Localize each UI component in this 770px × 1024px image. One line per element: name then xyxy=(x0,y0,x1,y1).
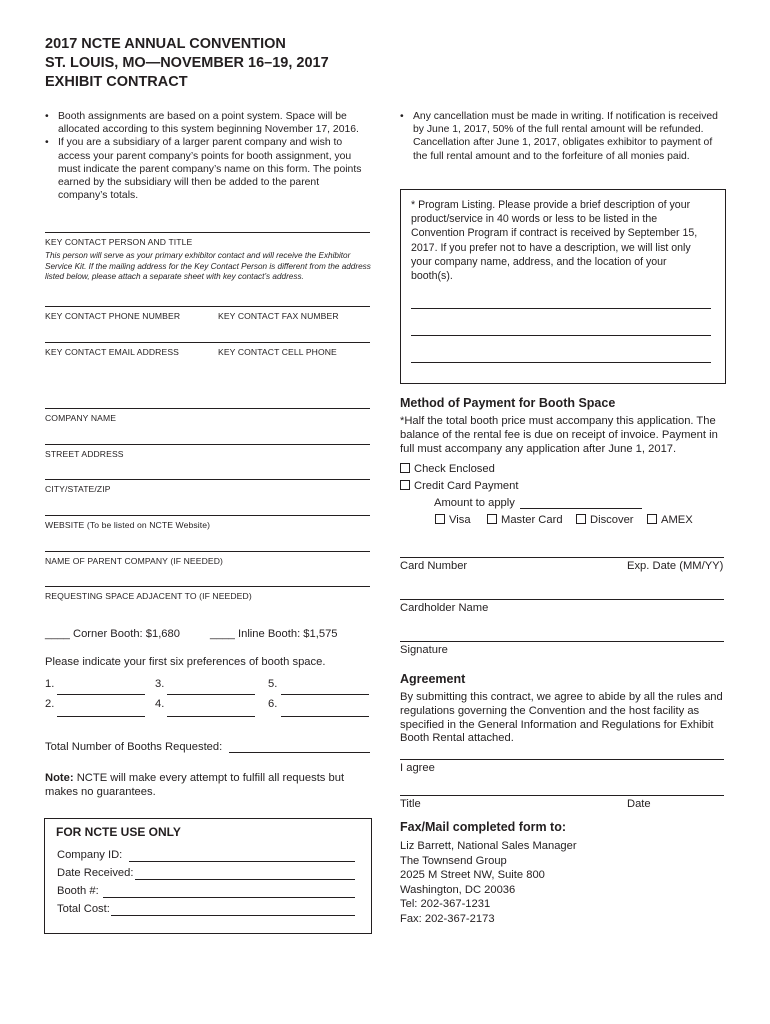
visa-option[interactable] xyxy=(435,514,471,526)
website-field[interactable] xyxy=(45,515,370,516)
pref-1-label: 1. xyxy=(45,678,55,690)
payment-title: Method of Payment for Booth Space xyxy=(400,396,616,410)
pref-4-label: 4. xyxy=(155,698,165,710)
mail-line-street: 2025 M Street NW, Suite 800 xyxy=(400,869,545,882)
title-line-2: ST. LOUIS, MO—NOVEMBER 16–19, 2017 xyxy=(45,55,329,71)
check-enclosed-label: Check Enclosed xyxy=(414,463,495,475)
pref-1-field[interactable] xyxy=(57,694,145,695)
company-label: COMPANY NAME xyxy=(45,413,117,423)
credit-card-label: Credit Card Payment xyxy=(414,480,519,492)
street-label: STREET ADDRESS xyxy=(45,449,124,459)
mail-line-contact: Liz Barrett, National Sales Manager xyxy=(400,840,577,852)
pref-2-field[interactable] xyxy=(57,716,145,717)
program-listing-line-2[interactable] xyxy=(411,335,711,336)
pref-5-label: 5. xyxy=(268,678,278,690)
city-field[interactable] xyxy=(45,479,370,480)
street-field[interactable] xyxy=(45,444,370,445)
phone-fax-field[interactable] xyxy=(45,306,370,307)
phone-label: KEY CONTACT PHONE NUMBER xyxy=(45,311,181,321)
email-label: KEY CONTACT EMAIL ADDRESS xyxy=(45,347,179,357)
note-text: NCTE will make every attempt to fulfill all requests but makes no guarantees. xyxy=(45,772,345,798)
pref-2-label: 2. xyxy=(45,698,55,710)
date-received-label: Date Received: xyxy=(57,867,134,879)
amount-field[interactable] xyxy=(520,508,642,509)
discover-option[interactable] xyxy=(576,514,634,526)
pref-4-field[interactable] xyxy=(167,716,255,717)
amex-checkbox[interactable] xyxy=(647,514,657,524)
title-label: Title xyxy=(400,798,421,810)
key-contact-label: KEY CONTACT PERSON AND TITLE xyxy=(45,237,193,247)
inline-booth-option[interactable]: ____ Inline Booth: $1,575 xyxy=(210,628,338,640)
signature-field[interactable] xyxy=(400,641,724,642)
card-number-label: Card Number xyxy=(400,560,468,572)
booth-no-field[interactable] xyxy=(103,897,355,898)
title-line-3: EXHIBIT CONTRACT xyxy=(45,74,188,90)
adjacent-field[interactable] xyxy=(45,586,370,587)
left-bullets xyxy=(45,110,370,202)
cardholder-label: Cardholder Name xyxy=(400,602,489,614)
ncte-use-title: FOR NCTE USE ONLY xyxy=(56,825,181,839)
company-id-field[interactable] xyxy=(129,861,355,862)
bullet-subsidiary: • If you are a subsidiary of a larger parent company and wish to access your parent company’s points for booth assignment, you must indicate the parent company’s name on this form. The points earned by the subsidiary will then be added to the parent company’s totals. xyxy=(45,136,370,202)
note-bold: Note: xyxy=(45,772,74,784)
ncte-use-box xyxy=(44,818,372,934)
booth-no-label: Booth #: xyxy=(57,885,99,897)
page-title xyxy=(45,35,329,92)
program-listing-line-3[interactable] xyxy=(411,362,711,363)
mail-line-tel: Tel: 202-367-1231 xyxy=(400,898,491,911)
title-line-1: 2017 NCTE ANNUAL CONVENTION xyxy=(45,36,286,52)
program-listing-star: * xyxy=(411,199,416,211)
amount-label: Amount to apply xyxy=(434,497,515,509)
preferences-prompt: Please indicate your first six preferences of booth space. xyxy=(45,656,326,668)
mail-title: Fax/Mail completed form to: xyxy=(400,820,566,834)
program-listing-text xyxy=(411,198,711,283)
cardholder-field[interactable] xyxy=(400,599,724,600)
total-cost-field[interactable] xyxy=(111,915,355,916)
total-booths-label: Total Number of Booths Requested: xyxy=(45,741,223,753)
pref-6-label: 6. xyxy=(268,698,278,710)
agree-label: I agree xyxy=(400,762,435,774)
parent-label: NAME OF PARENT COMPANY (IF NEEDED) xyxy=(45,556,223,566)
mastercard-option[interactable] xyxy=(487,514,563,526)
credit-card-option[interactable] xyxy=(400,480,518,492)
agree-field[interactable] xyxy=(400,759,724,760)
total-cost-label: Total Cost: xyxy=(57,903,110,915)
parent-field[interactable] xyxy=(45,551,370,552)
pref-6-field[interactable] xyxy=(281,716,369,717)
visa-label: Visa xyxy=(449,514,471,526)
date-received-field[interactable] xyxy=(135,879,355,880)
exp-date-label: Exp. Date (MM/YY) xyxy=(627,560,724,572)
cell-label: KEY CONTACT CELL PHONE xyxy=(218,347,337,357)
pref-5-field[interactable] xyxy=(281,694,369,695)
program-listing-body: Program Listing. Please provide a brief description of your product/service in 40 words or less to be listed in the Convention Program if contract is received by September 15, 2017. If you prefer not to have a description, we will list only your company name, address, and the location of your booth(s). xyxy=(411,199,698,283)
program-listing-box xyxy=(400,189,726,384)
mastercard-label: Master Card xyxy=(501,514,563,526)
company-field[interactable] xyxy=(45,408,370,409)
credit-card-checkbox[interactable] xyxy=(400,480,410,490)
agreement-title: Agreement xyxy=(400,672,466,686)
mail-line-company: The Townsend Group xyxy=(400,854,507,867)
program-listing-line-1[interactable] xyxy=(411,308,711,309)
title-date-field[interactable] xyxy=(400,795,724,796)
agreement-text: By submitting this contract, we agree to abide by all the rules and regulations governing the Convention and the host facility as specified in the General Information and Regulations for Exhibit Booth Rental attached. xyxy=(400,691,723,745)
city-label: CITY/STATE/ZIP xyxy=(45,484,111,494)
mastercard-checkbox[interactable] xyxy=(487,514,497,524)
total-booths-field[interactable] xyxy=(229,752,370,753)
payment-text: *Half the total booth price must accompany this application. The balance of the rental fee is due on receipt of invoice. Payment in full must accompany any application after June 1, 2017. xyxy=(400,415,718,455)
right-bullets xyxy=(400,110,718,163)
check-enclosed-option[interactable] xyxy=(400,463,495,475)
signature-label: Signature xyxy=(400,644,448,656)
booth-note xyxy=(45,772,370,800)
bullet-point-system: • Booth assignments are based on a point system. Space will be allocated according to this system beginning November 17, 2016. xyxy=(45,110,370,136)
key-contact-field[interactable] xyxy=(45,232,370,233)
card-number-field[interactable] xyxy=(400,557,724,558)
website-label: WEBSITE (To be listed on NCTE Website) xyxy=(45,520,211,530)
visa-checkbox[interactable] xyxy=(435,514,445,524)
check-enclosed-checkbox[interactable] xyxy=(400,463,410,473)
email-cell-field[interactable] xyxy=(45,342,370,343)
adjacent-label: REQUESTING SPACE ADJACENT TO (IF NEEDED) xyxy=(45,591,252,601)
pref-3-label: 3. xyxy=(155,678,165,690)
discover-checkbox[interactable] xyxy=(576,514,586,524)
amex-option[interactable] xyxy=(647,514,693,526)
date-label: Date xyxy=(627,798,651,810)
pref-3-field[interactable] xyxy=(167,694,255,695)
mail-line-city: Washington, DC 20036 xyxy=(400,883,516,896)
company-id-label: Company ID: xyxy=(57,849,123,861)
discover-label: Discover xyxy=(590,514,634,526)
mail-address xyxy=(400,839,726,927)
key-contact-note: This person will serve as your primary exhibitor contact and will receive the Exhibitor Service Kit. If the mailing address for the Key Contact Person is different from the address listed below, please attach a separate sheet with key contact’s address. xyxy=(45,251,371,281)
bullet-cancellation: • Any cancellation must be made in writing. If notification is received by June 1, 2017, 50% of the full rental amount will be refunded. Cancellation after June 1, 2017, obligates exhibitor to payment of the full rental amount and to the forfeiture of all monies paid. xyxy=(400,110,718,163)
amex-label: AMEX xyxy=(661,514,693,526)
corner-booth-option[interactable]: ____ Corner Booth: $1,680 xyxy=(45,628,180,640)
fax-label: KEY CONTACT FAX NUMBER xyxy=(218,311,339,321)
mail-line-fax: Fax: 202-367-2173 xyxy=(400,912,495,925)
